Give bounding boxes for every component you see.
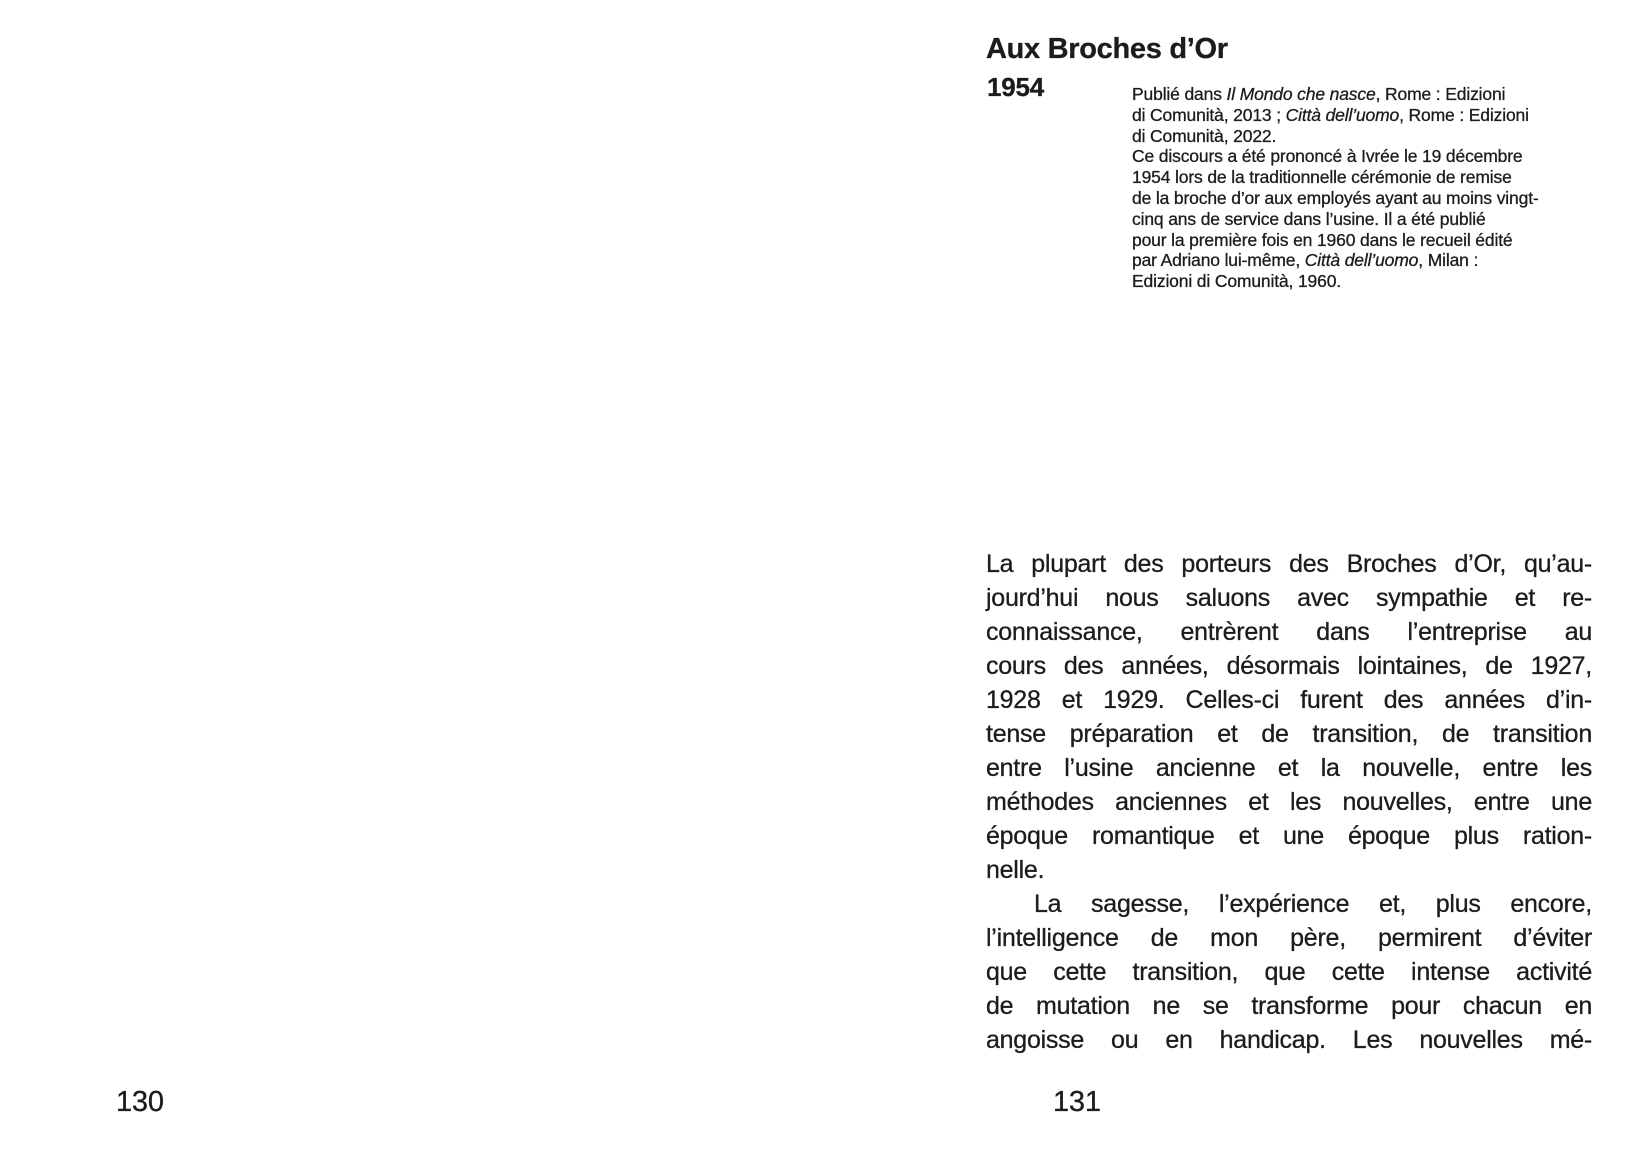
publication-note [1132,84,1612,292]
body-line: tense préparation et de transition, de transition [986,720,1592,748]
body-line: La sagesse, l’expérience et, plus encore, [1034,890,1592,918]
note-line: 1954 lors de la traditionnelle cérémonie de remise [1132,167,1512,188]
page-title: Aux Broches d’Or [986,33,1228,65]
body-line: cours des années, désormais lointaines, de 1927, [986,652,1592,680]
body-text [986,547,1592,1057]
body-line: La plupart des porteurs des Broches d’Or, qu’au- [986,550,1592,578]
page-number-right: 131 [1053,1086,1101,1118]
page-number-left: 130 [116,1086,164,1118]
body-line: connaissance, entrèrent dans l’entreprise au [986,618,1592,646]
body-line: époque romantique et une époque plus ration- [986,822,1592,850]
body-line: 1928 et 1929. Celles-ci furent des années d’in- [986,686,1592,714]
body-line: nelle. [986,856,1045,884]
title-year: 1954 [987,72,1045,102]
note-line: cinq ans de service dans l’usine. Il a été publié [1132,208,1486,229]
body-line: que cette transition, que cette intense activité [986,958,1592,986]
note-line: di Comunità, 2022. [1132,125,1277,146]
note-line: de la broche d’or aux employés ayant au moins vingt- [1132,187,1539,208]
body-line: entre l’usine ancienne et la nouvelle, entre les [986,754,1592,782]
body-line: angoisse ou en handicap. Les nouvelles mé- [986,1026,1592,1054]
note-line: Edizioni di Comunità, 1960. [1132,271,1341,292]
note-line: Publié dans Il Mondo che nasce, Rome : Edizioni [1132,84,1506,104]
note-line: par Adriano lui-même, Città dell’uomo, Milan : [1132,250,1479,271]
note-line: di Comunità, 2013 ; Città dell’uomo, Rome : Edizioni [1132,104,1529,125]
body-line: l’intelligence de mon père, permirent d’éviter [986,924,1592,952]
body-line: de mutation ne se transforme pour chacun en [986,992,1592,1020]
body-line: jourd’hui nous saluons avec sympathie et re- [986,584,1592,612]
note-line: Ce discours a été prononcé à Ivrée le 19 décembre [1132,146,1523,167]
note-line: pour la première fois en 1960 dans le recueil édité [1132,229,1513,250]
body-line: méthodes anciennes et les nouvelles, entre une [986,788,1592,816]
